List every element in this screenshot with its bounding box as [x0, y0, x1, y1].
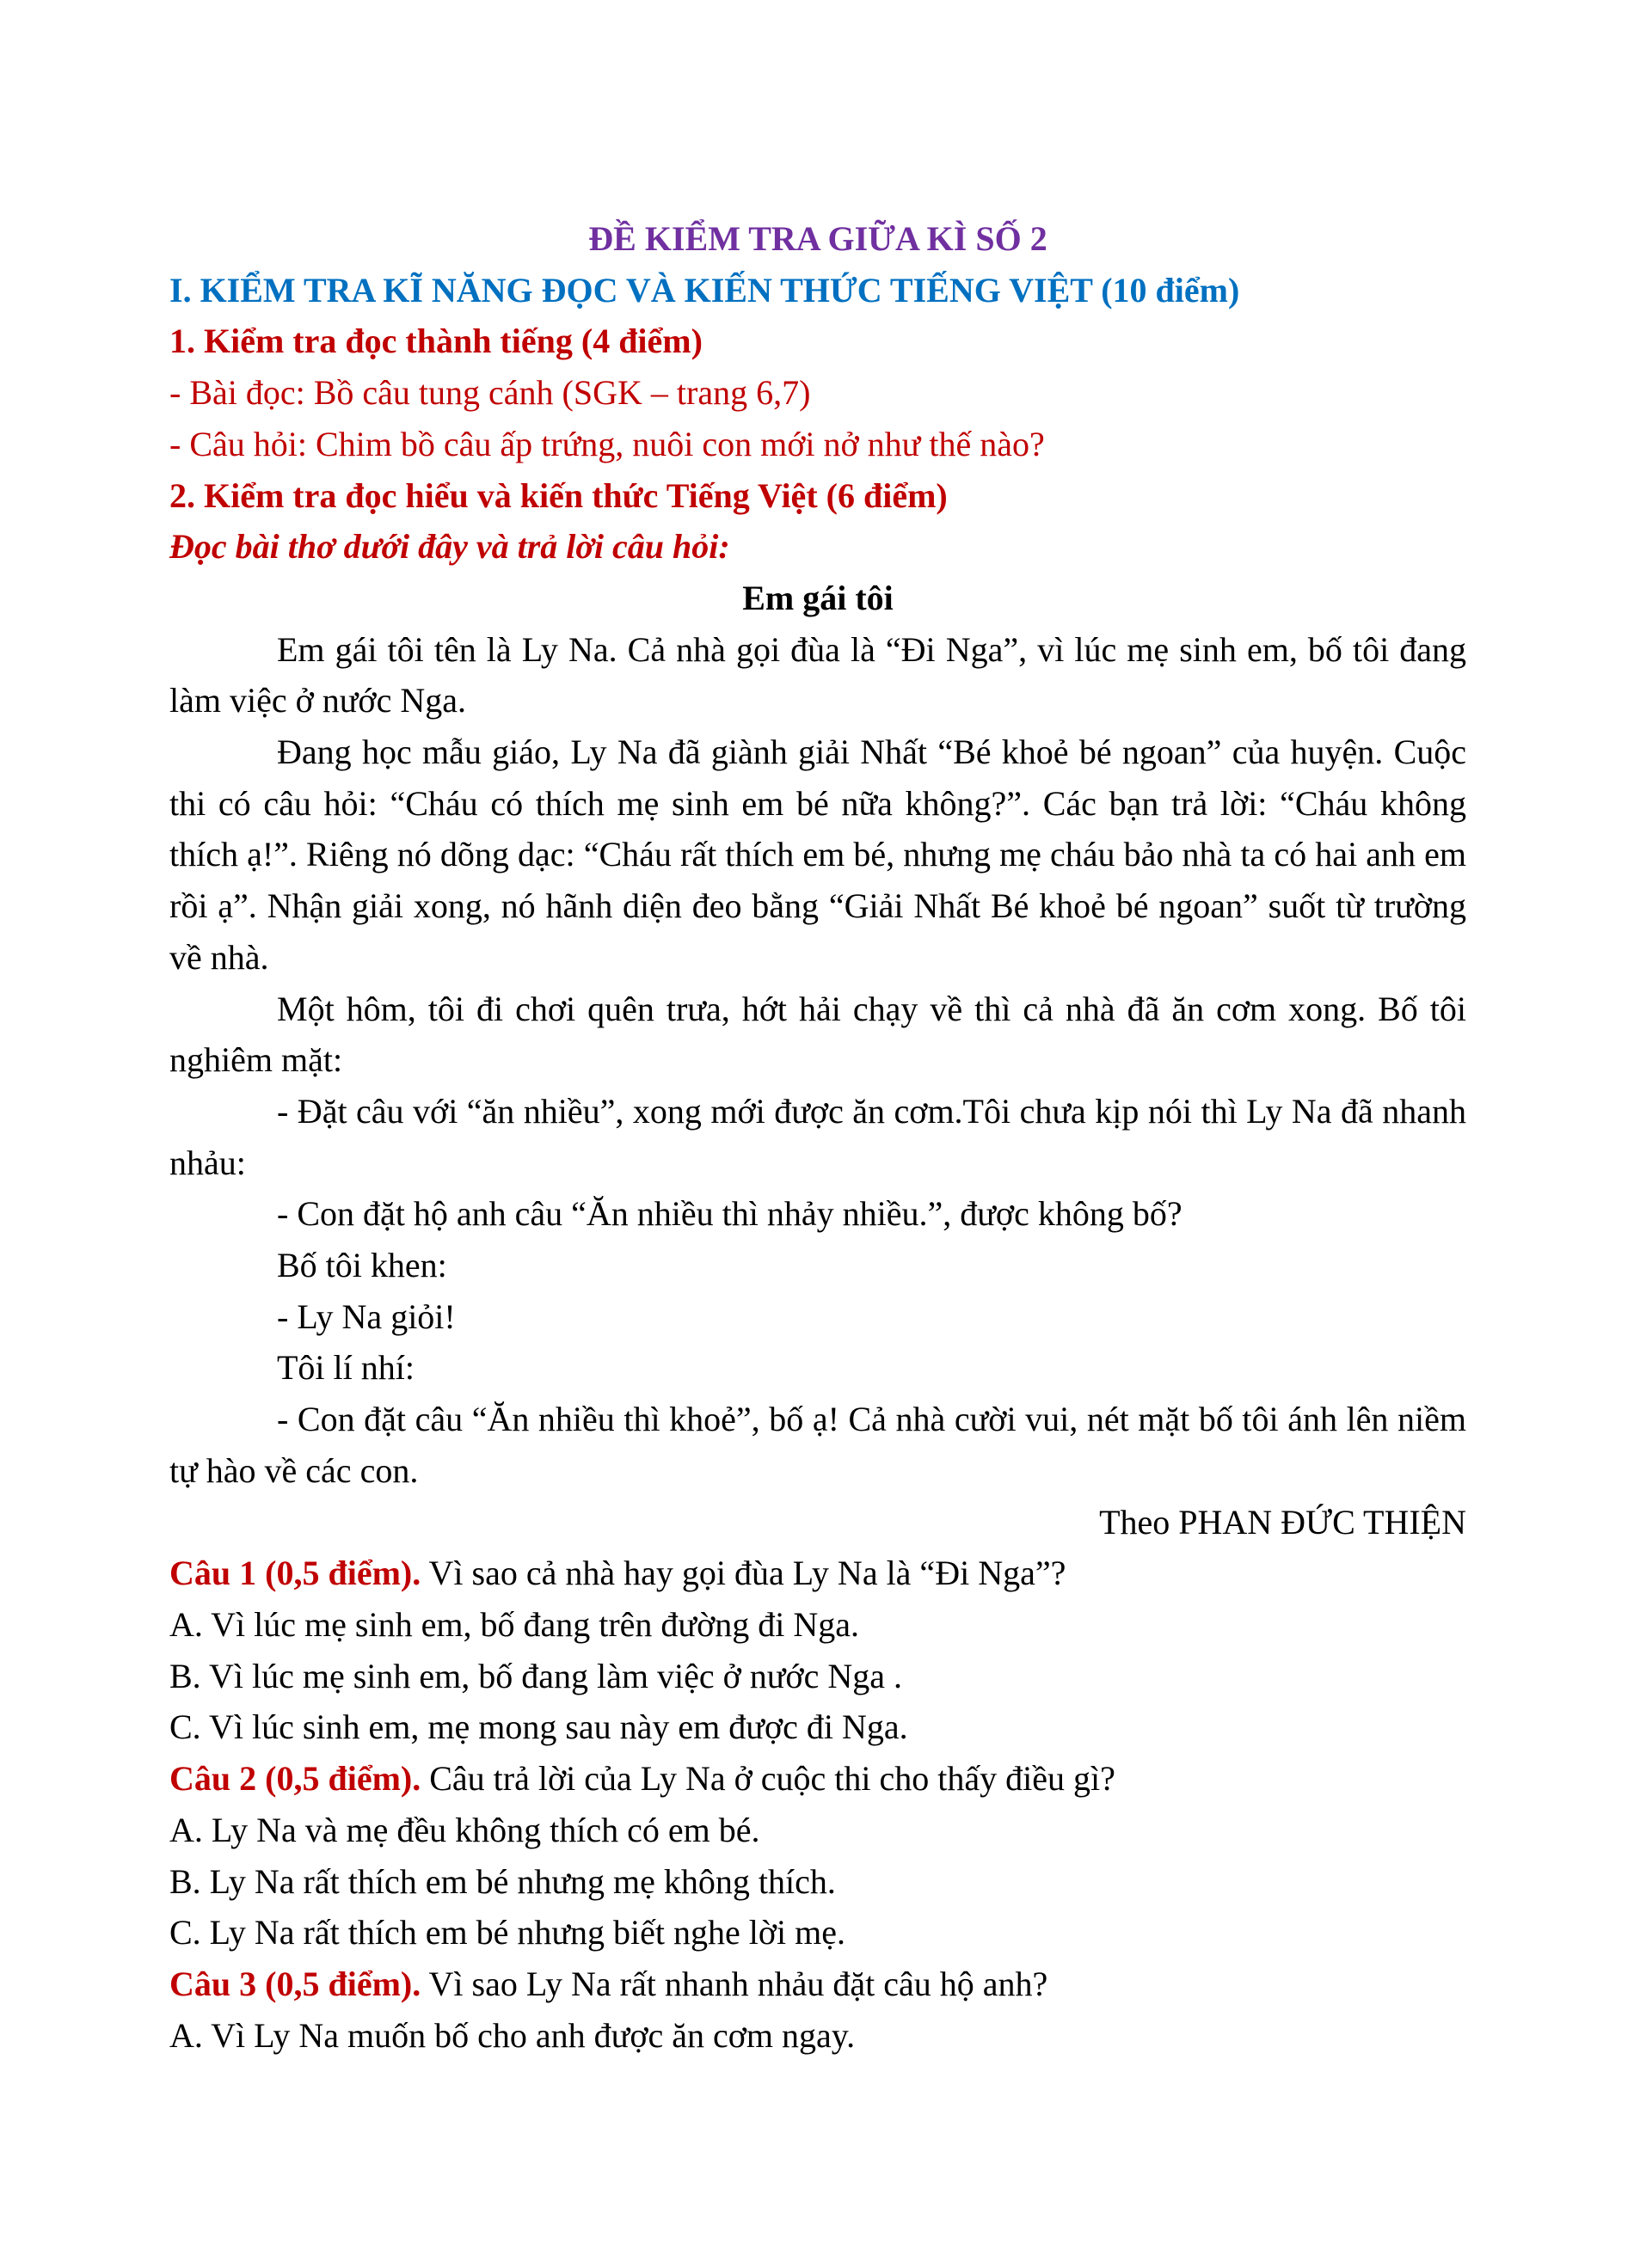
answer-option: C. Ly Na rất thích em bé nhưng biết nghe lời mẹ.: [169, 1913, 845, 1952]
question-3: [169, 1958, 1466, 2010]
question-label: Câu 3 (0,5 điểm).: [169, 1964, 421, 2003]
story-paragraph: Một hôm, tôi đi chơi quên trưa, hớt hải chạy về thì cả nhà đã ăn cơm xong. Bố tôi nghiêm mặt:: [169, 989, 1466, 1080]
instruction: Đọc bài thơ dưới đây và trả lời câu hỏi:: [169, 527, 730, 567]
document-page: [169, 213, 1466, 2061]
exam-title: ĐỀ KIỂM TRA GIỮA KÌ SỐ 2: [588, 219, 1047, 258]
answer-option: B. Ly Na rất thích em bé nhưng mẹ không thích.: [169, 1861, 836, 1901]
story-title: Em gái tôi: [742, 578, 894, 617]
question-text: Vì sao Ly Na rất nhanh nhảu đặt câu hộ anh?: [421, 1964, 1048, 2003]
part-1-heading: 1. Kiểm tra đọc thành tiếng (4 điểm): [169, 322, 703, 361]
part-2-heading: 2. Kiểm tra đọc hiểu và kiến thức Tiếng Việt (6 điểm): [169, 475, 948, 515]
story-paragraph: - Con đặt câu “Ăn nhiều thì khoẻ”, bố ạ! Cả nhà cười vui, nét mặt bố tôi ánh lên niềm tự hào về các con.: [169, 1400, 1466, 1490]
answer-option: B. Vì lúc mẹ sinh em, bố đang làm việc ở nước Nga .: [169, 1656, 902, 1695]
answer-option: C. Vì lúc sinh em, mẹ mong sau này em được đi Nga.: [169, 1707, 908, 1747]
answer-option: A. Vì lúc mẹ sinh em, bố đang trên đường đi Nga.: [169, 1604, 859, 1644]
question-text: Vì sao cả nhà hay gọi đùa Ly Na là “Đi Nga”?: [421, 1554, 1066, 1593]
question-text: Câu trả lời của Ly Na ở cuộc thi cho thấy điều gì?: [421, 1759, 1115, 1799]
question-label: Câu 2 (0,5 điểm).: [169, 1759, 421, 1799]
question-label: Câu 1 (0,5 điểm).: [169, 1554, 421, 1593]
answer-option: A. Ly Na và mẹ đều không thích có em bé.: [169, 1810, 760, 1849]
story-paragraph: - Đặt câu với “ăn nhiều”, xong mới được ăn cơm.Tôi chưa kịp nói thì Ly Na đã nhanh nhảu:: [169, 1091, 1466, 1182]
story-paragraph: - Con đặt hộ anh câu “Ăn nhiều thì nhảy nhiều.”, được không bố?: [277, 1194, 1182, 1234]
answer-option: A. Vì Ly Na muốn bố cho anh được ăn cơm ngay.: [169, 2015, 856, 2055]
story-paragraph: Em gái tôi tên là Ly Na. Cả nhà gọi đùa là “Đi Nga”, vì lúc mẹ sinh em, bố tôi đang làm việc ở nước Nga.: [169, 629, 1466, 720]
story-author: Theo PHAN ĐỨC THIỆN: [1099, 1502, 1466, 1542]
story-paragraph: Tôi lí nhí:: [277, 1348, 415, 1388]
section-heading-reading: I. KIỂM TRA KĨ NĂNG ĐỌC VÀ KIẾN THỨC TIẾNG VIỆT (10 điểm): [169, 270, 1240, 310]
story-paragraph: Đang học mẫu giáo, Ly Na đã giành giải Nhất “Bé khoẻ bé ngoan” của huyện. Cuộc thi có câu hỏi: “Cháu có thích mẹ sinh em bé nữa không?”. Các bạn trả lời: “Cháu không thích ạ!”. Riêng nó dõng dạc: “Cháu rất thích em bé, nhưng mẹ cháu bảo nhà ta có hai anh em rồi ạ”. Nhận giải xong, nó hãnh diện đeo bằng “Giải Nhất Bé khoẻ bé ngoan” suốt từ trường về nhà.: [169, 733, 1466, 977]
question-1: [169, 1548, 1466, 1599]
story-paragraph: Bố tôi khen:: [277, 1246, 447, 1285]
reading-question: - Câu hỏi: Chim bồ câu ấp trứng, nuôi con mới nở như thế nào?: [169, 424, 1045, 463]
story-paragraph: - Ly Na giỏi!: [277, 1296, 456, 1336]
reading-assignment: - Bài đọc: Bồ câu tung cánh (SGK – trang 6,7): [169, 373, 811, 413]
question-2: [169, 1753, 1466, 1805]
